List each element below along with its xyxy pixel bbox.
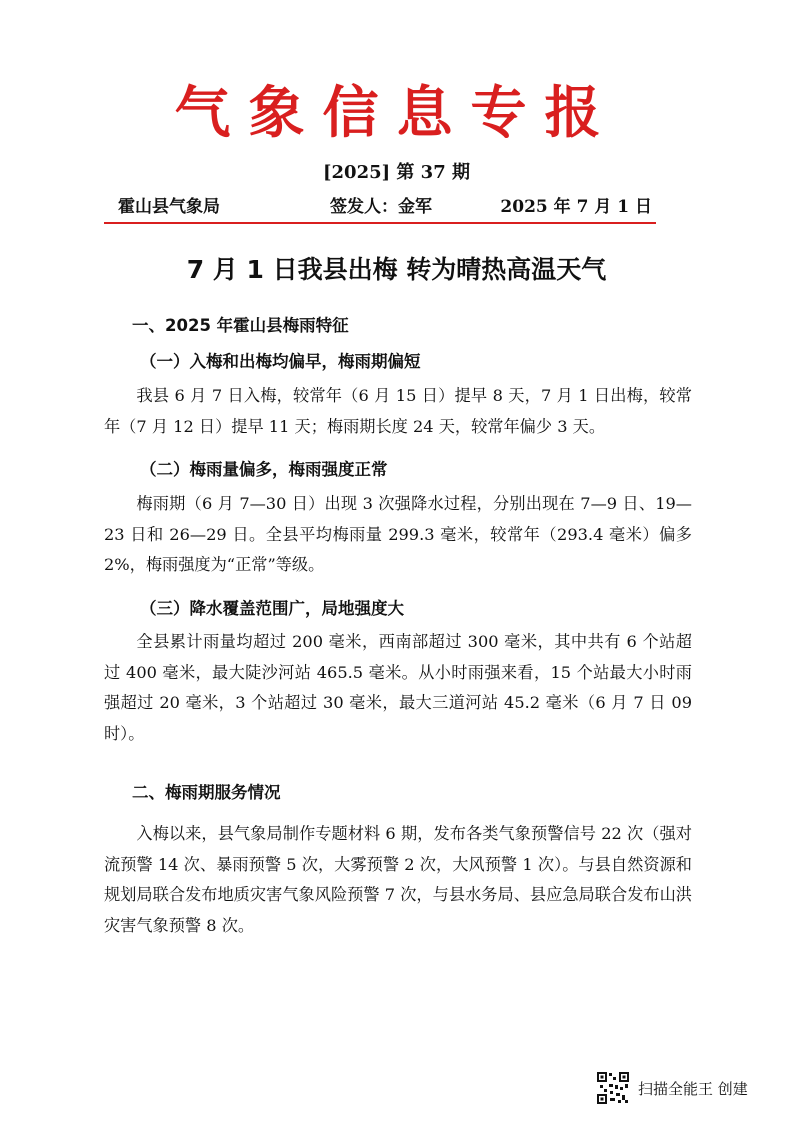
section-1-1-title: （一）入梅和出梅均偏早，梅雨期偏短 [140, 352, 421, 371]
section-1-2-text: 梅雨期（6 月 7—30 日）出现 3 次强降水过程，分别出现在 7—9 日、19—23 日和 26—29 日。全县平均梅雨量 299.3 毫米，较常年（293.4 毫米）偏多 2%，梅雨强度为“正常”等级。 [104, 494, 692, 574]
section-1-3-text: 全县累计雨量均超过 200 毫米，西南部超过 300 毫米，其中共有 6 个站超过 400 毫米，最大陡沙河站 465.5 毫米。从小时雨强来看，15 个站最大小时雨强超过 20 毫米，3 个站超过 30 毫米，最大三道河站 45.2 毫米（6 月 7 日 09 时）。 [104, 632, 692, 743]
meta-row [112, 194, 656, 220]
signer: 签发人：金军 [330, 197, 432, 217]
section-2-text: 入梅以来，县气象局制作专题材料 6 期，发布各类气象预警信号 22 次（强对流预警 14 次、暴雨预警 5 次，大雾预警 2 次，大风预警 1 次）。与县自然资源和规划局联合发布地质灾害气象风险预警 7 次，与县水务局、县应急局联合发布山洪灾害气象预警 8 次。 [104, 824, 692, 935]
scanner-watermark [596, 1066, 748, 1110]
section-1-3-title: （三）降水覆盖范围广，局地强度大 [140, 599, 404, 618]
section-1-title: 一、2025 年霍山县梅雨特征 [132, 316, 349, 335]
red-divider [104, 222, 656, 224]
section-1-2-title: （二）梅雨量偏多，梅雨强度正常 [140, 460, 388, 479]
section-1-1-text: 我县 6 月 7 日入梅，较常年（6 月 15 日）提早 8 天，7 月 1 日出梅，较常年（7 月 12 日）提早 11 天；梅雨期长度 24 天，较常年偏少 3 天。 [104, 386, 692, 436]
issue-date: 2025 年 7 月 1 日 [500, 197, 652, 217]
qr-code-icon [596, 1071, 630, 1105]
headline: 7 月 1 日我县出梅 转为晴热高温天气 [186, 255, 607, 284]
watermark-text: 扫描全能王 创建 [638, 1079, 748, 1098]
section-2-title: 二、梅雨期服务情况 [132, 783, 281, 802]
issue-number: [2025] 第 37 期 [323, 162, 470, 183]
masthead-title: 气象信息专报 [174, 80, 619, 146]
issuing-organization: 霍山县气象局 [118, 197, 220, 217]
